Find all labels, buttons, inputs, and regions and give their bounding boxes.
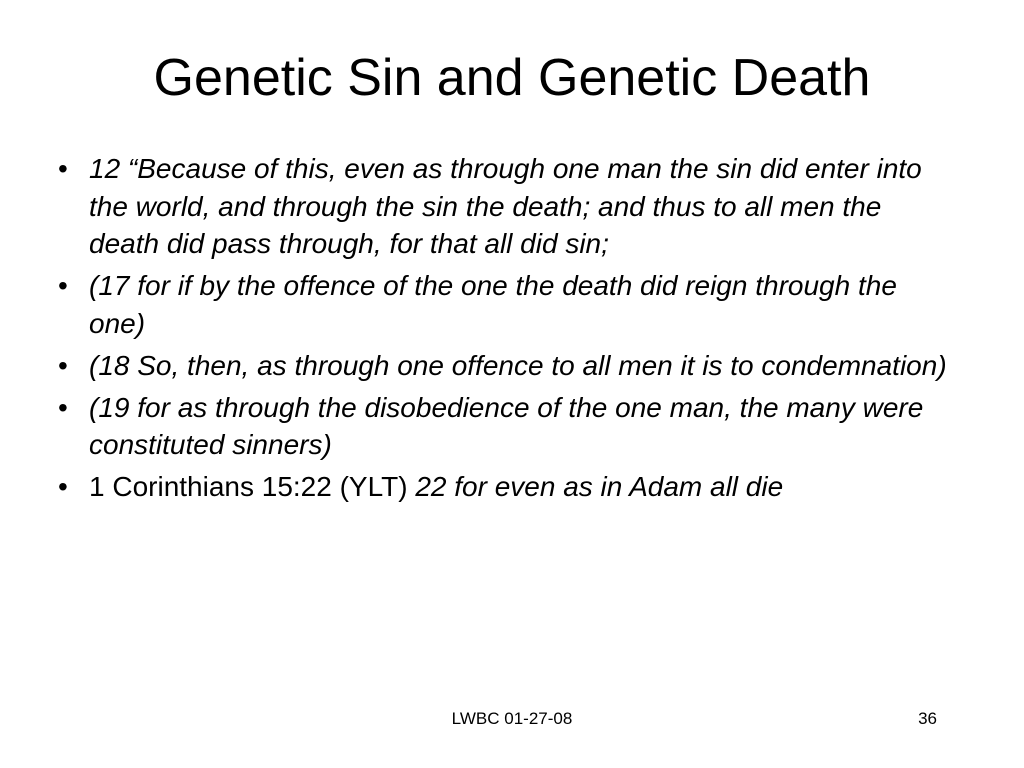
bullet-text: (17 for if by the offence of the one the death did reign through the one)	[89, 270, 897, 339]
slide-title: Genetic Sin and Genetic Death	[153, 49, 871, 107]
bullet-icon: •	[58, 153, 68, 184]
bullet-text: (18 So, then, as through one offence to all men it is to condemnation)	[89, 349, 947, 381]
bullet-text: (19 for as through the disobedience of the one man, the many were constituted sinners)	[89, 391, 924, 460]
bullet-icon: •	[58, 471, 68, 502]
bullet-item-5	[58, 468, 958, 506]
bullet-item-4	[58, 389, 958, 464]
bullet-icon: •	[58, 391, 68, 423]
bullet-item-3	[58, 347, 958, 385]
bullet-icon: •	[58, 349, 68, 381]
bullet-icon: •	[58, 270, 68, 301]
bullet-list	[58, 150, 958, 510]
bullet-text: 12 “Because of this, even as through one man the sin did enter into the world, and through the sin the death; and thus to all men the death did pass through, for that all did sin;	[89, 153, 922, 259]
bullet-text: 22 for even as in Adam all die	[415, 471, 784, 502]
bullet-item-1	[58, 150, 958, 263]
footer-label: LWBC 01-27-08	[451, 709, 573, 728]
bullet-reference: 1 Corinthians 15:22 (YLT)	[89, 471, 416, 502]
bullet-item-2	[58, 267, 958, 342]
page-number: 36	[918, 709, 937, 728]
